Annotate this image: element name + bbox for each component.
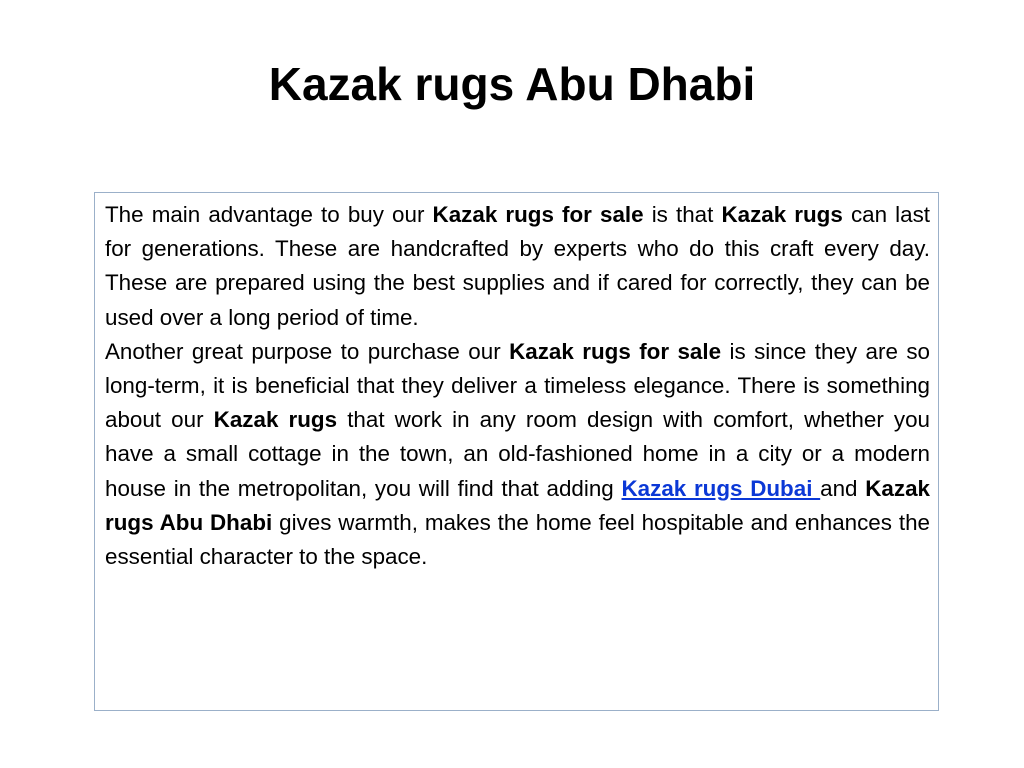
p1-text-3: can last for generations. These are handcrafted by experts who do this craft every day. These are prepared using the best supplies and if cared for correctly, they can be used over a long period of time. xyxy=(105,202,931,330)
p2-text-3: that work in any room design with comfort, whether you have a small cottage in the town, an old-fashioned home in a city or a modern house in the metropolitan, you will find that adding xyxy=(105,407,931,501)
content-text xyxy=(105,198,930,574)
p2-bold-kazak-rugs: Kazak rugs xyxy=(213,407,338,433)
p2-text-1: Another great purpose to purchase our xyxy=(105,338,510,364)
p2-text-5: gives warmth, makes the home feel hospitable and enhances the essential character to the space. xyxy=(105,509,930,570)
p2-bold-kazak-rugs-for-sale: Kazak rugs for sale xyxy=(509,338,722,364)
p2-bold-kazak-rugs-abu-dhabi: Kazak rugs Abu Dhabi xyxy=(105,475,930,535)
paragraph-1 xyxy=(105,198,930,335)
p1-bold-kazak-rugs-for-sale: Kazak rugs for sale xyxy=(432,202,644,227)
paragraph-2 xyxy=(105,335,930,574)
p1-text-2: is that xyxy=(643,202,722,227)
p2-text-2: is since they are so long-term, it is beneficial that they deliver a timeless elegance. There is something about our xyxy=(105,338,930,433)
p1-bold-kazak-rugs: Kazak rugs xyxy=(721,202,843,227)
kazak-rugs-dubai-link[interactable]: Kazak rugs Dubai xyxy=(621,475,821,501)
p1-text-1: The main advantage to buy our xyxy=(105,202,433,227)
slide-title: Kazak rugs Abu Dhabi xyxy=(268,58,756,110)
content-box xyxy=(94,192,939,711)
p2-text-4: and xyxy=(820,475,866,501)
